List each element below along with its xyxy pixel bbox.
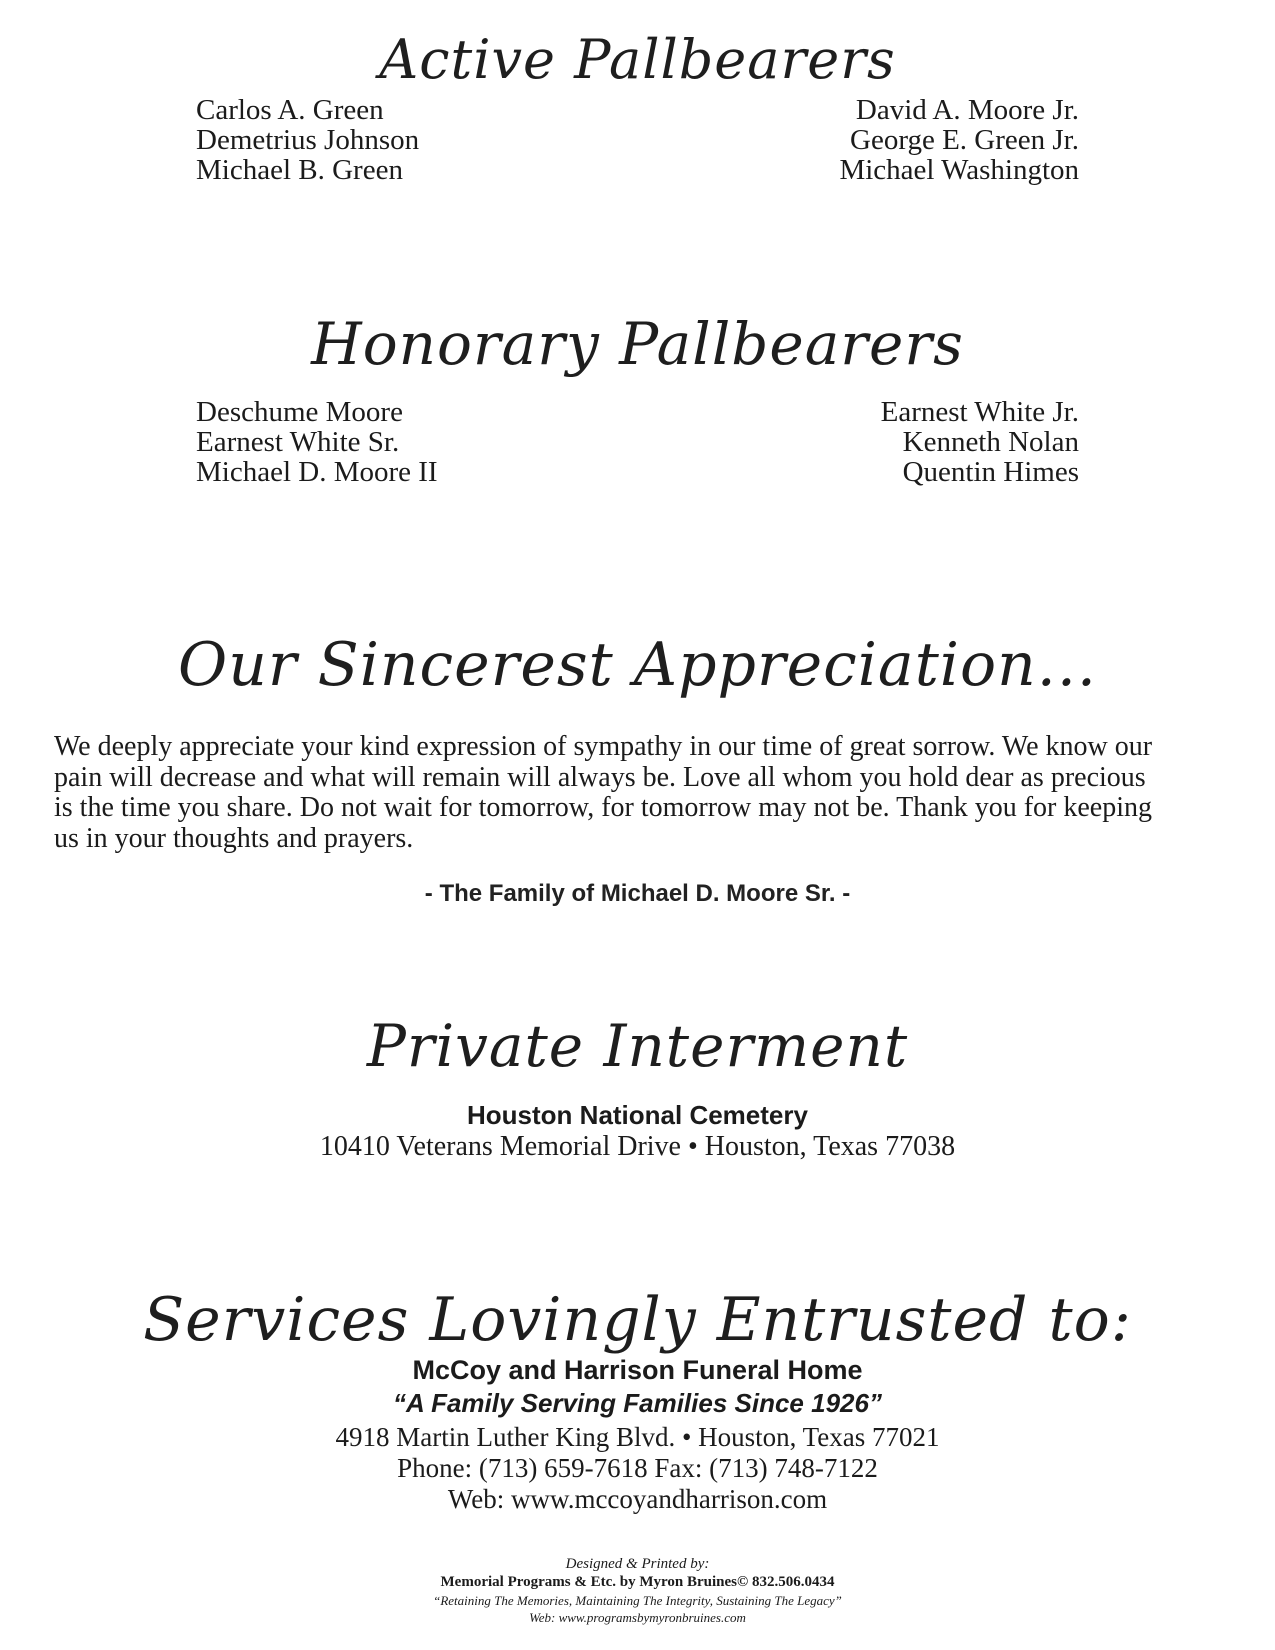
- printer-web: Web: www.programsbymyronbruines.com: [529, 1610, 746, 1625]
- services-heading: Services Lovingly Entrusted to:: [143, 1285, 1132, 1355]
- funeral-home-name: McCoy and Harrison Funeral Home: [412, 1355, 863, 1385]
- active-pallbearers-right-list: [839, 95, 1079, 185]
- funeral-home-web: Web: www.mccoyandharrison.com: [447, 1484, 828, 1514]
- appreciation-line: us in your thoughts and prayers.: [54, 822, 414, 854]
- cemetery-name: Houston National Cemetery: [467, 1100, 808, 1130]
- funeral-home-address: 4918 Martin Luther King Blvd. • Houston, Texas 77021: [335, 1422, 940, 1452]
- appreciation-line: pain will decrease and what will remain will always be. Love all whom you hold dear as precious: [54, 761, 1146, 793]
- pallbearer-name: Kenneth Nolan: [902, 426, 1079, 458]
- designed-by-label: Designed & Printed by:: [565, 1556, 710, 1572]
- appreciation-line: is the time you share. Do not wait for tomorrow, for tomorrow may not be. Thank you for keeping: [54, 792, 1152, 823]
- appreciation-message: [54, 732, 1224, 854]
- honorary-pallbearers-right-list: [881, 397, 1079, 487]
- funeral-home-phone-fax: Phone: (713) 659-7618 Fax: (713) 748-7122: [397, 1453, 878, 1483]
- pallbearer-name: Carlos A. Green: [196, 94, 384, 126]
- pallbearer-name: Michael D. Moore II: [196, 456, 438, 488]
- printer-company: Memorial Programs & Etc. by Myron Bruines© 832.506.0434: [440, 1574, 835, 1590]
- pallbearer-name: Deschume Moore: [196, 396, 403, 428]
- pallbearer-name: George E. Green Jr.: [850, 124, 1079, 156]
- printer-motto: “Retaining The Memories, Maintaining The Integrity, Sustaining The Legacy”: [433, 1593, 842, 1608]
- funeral-home-tagline: “A Family Serving Families Since 1926”: [393, 1388, 882, 1418]
- appreciation-line: We deeply appreciate your kind expression of sympathy in our time of great sorrow. We know our: [54, 731, 1153, 762]
- family-signature: - The Family of Michael D. Moore Sr. -: [424, 880, 851, 907]
- honorary-pallbearers-heading: Honorary Pallbearers: [311, 310, 964, 378]
- active-pallbearers-left-list: [196, 95, 419, 185]
- cemetery-address: 10410 Veterans Memorial Drive • Houston, Texas 77038: [319, 1131, 956, 1162]
- pallbearer-name: Michael Washington: [839, 154, 1079, 186]
- appreciation-heading: Our Sincerest Appreciation...: [178, 630, 1097, 700]
- pallbearer-name: Demetrius Johnson: [196, 124, 420, 156]
- active-pallbearers-heading: Active Pallbearers: [379, 28, 896, 91]
- pallbearer-name: David A. Moore Jr.: [855, 94, 1079, 126]
- pallbearer-name: Earnest White Jr.: [880, 396, 1079, 428]
- pallbearer-name: Michael B. Green: [196, 154, 403, 186]
- pallbearer-name: Quentin Himes: [902, 456, 1079, 488]
- pallbearer-name: Earnest White Sr.: [196, 426, 400, 458]
- interment-heading: Private Interment: [366, 1012, 909, 1080]
- honorary-pallbearers-left-list: [196, 397, 438, 487]
